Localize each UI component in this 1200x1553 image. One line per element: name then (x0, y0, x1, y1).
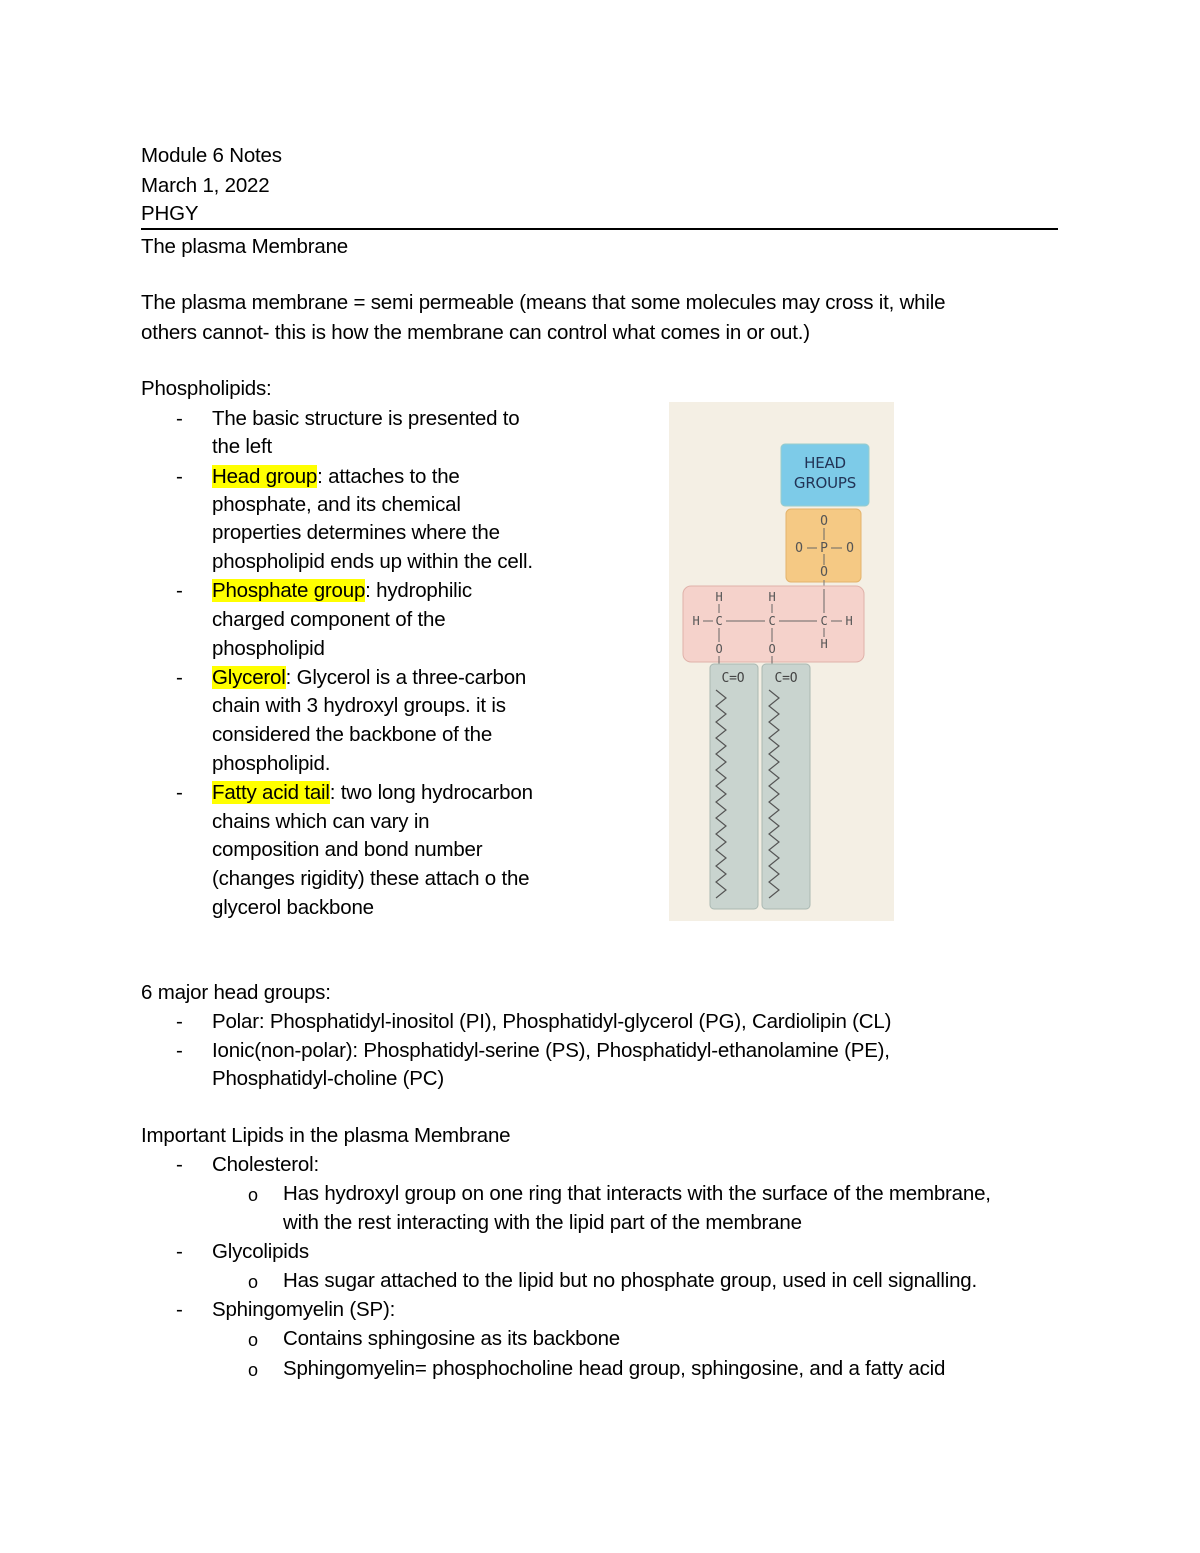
carbonyl-2: C=O (774, 671, 798, 686)
bullet-text: : hydrophilic (365, 579, 472, 602)
head-groups-ionic-2: Phosphatidyl-choline (PC) (212, 1067, 445, 1090)
cholesterol-sub-2: with the rest interacting with the lipid part of the membrane (283, 1211, 802, 1234)
highlight-term: Fatty acid tail (212, 781, 330, 804)
glycerol-h: H (768, 590, 776, 604)
bullet-text: : two long hydrocarbon (329, 781, 533, 804)
phosphate-o-top: O (820, 514, 828, 529)
doc-date: March 1, 2022 (141, 174, 270, 197)
bullet-structure-1: The basic structure is presented to (212, 407, 520, 430)
important-lipids-heading: Important Lipids in the plasma Membrane (141, 1124, 511, 1147)
glycerol-o: O (715, 642, 723, 656)
bullet-dash: - (176, 1039, 183, 1062)
bullet-dash: - (176, 1298, 183, 1321)
bullet-dash: - (176, 781, 183, 804)
sphingomyelin-sub-1: Contains sphingosine as its backbone (283, 1327, 620, 1350)
glycolipids-sub: Has sugar attached to the lipid but no phosphate group, used in cell signalling. (283, 1269, 978, 1292)
highlight-term: Head group (212, 465, 318, 488)
bullet-fatty-acid-5: glycerol backbone (212, 896, 374, 919)
bullet-glycerol-4: phospholipid. (212, 752, 331, 775)
highlight-term: Glycerol (212, 666, 286, 689)
head-groups-ionic-1: Ionic(non-polar): Phosphatidyl-serine (PS), Phosphatidyl-ethanolamine (PE), (212, 1039, 890, 1062)
bullet-text: : attaches to the (317, 465, 460, 488)
bullet-glycerol-1 (212, 668, 526, 689)
sub-bullet-circle: o (248, 1185, 258, 1205)
head-label-1: HEAD (804, 454, 846, 472)
bullet-head-group-3: properties determines where the (212, 521, 500, 544)
bullet-fatty-acid-1 (212, 783, 533, 804)
phosphate-o-left: O (795, 541, 803, 556)
phosphate-p: P (820, 541, 828, 556)
glycerol-c: C (768, 614, 776, 628)
bullet-head-group-2: phosphate, and its chemical (212, 493, 461, 516)
phosphate-o-bottom: O (820, 565, 828, 580)
bullet-phosphate-3: phospholipid (212, 637, 325, 660)
bullet-head-group-1 (212, 467, 460, 488)
bullet-dash: - (176, 1010, 183, 1033)
glycolipids-item: Glycolipids (212, 1240, 309, 1263)
head-label-2: GROUPS (793, 474, 857, 492)
phospholipids-heading: Phospholipids: (141, 377, 272, 400)
glycerol-c: C (715, 614, 723, 628)
phospholipid-diagram (669, 402, 894, 921)
bullet-structure-2: the left (212, 435, 272, 458)
glycerol-h: H (692, 614, 700, 628)
bullet-glycerol-2: chain with 3 hydroxyl groups. it is (212, 694, 506, 717)
bullet-dash: - (176, 666, 183, 689)
intro-line-1: The plasma membrane = semi permeable (means that some molecules may cross it, while (141, 291, 946, 314)
intro-line-2: others cannot- this is how the membrane can control what comes in or out.) (141, 321, 810, 344)
glycerol-h: H (820, 637, 828, 651)
head-groups-polar: Polar: Phosphatidyl-inositol (PI), Phosphatidyl-glycerol (PG), Cardiolipin (CL) (212, 1010, 892, 1033)
doc-course: PHGY (141, 202, 199, 225)
bullet-phosphate-1 (212, 581, 472, 602)
highlight-term: Phosphate group (212, 579, 366, 602)
phosphate-o-right: O (846, 541, 854, 556)
sphingomyelin-sub-2: Sphingomyelin= phosphocholine head group, sphingosine, and a fatty acid (283, 1357, 946, 1380)
glycerol-h: H (715, 590, 723, 604)
header-rule (141, 228, 1058, 230)
bullet-head-group-4: phospholipid ends up within the cell. (212, 550, 533, 573)
bullet-dash: - (176, 579, 183, 602)
carbonyl-1: C=O (721, 671, 745, 686)
bullet-dash: - (176, 1240, 183, 1263)
sub-bullet-circle: o (248, 1272, 258, 1292)
bullet-dash: - (176, 1153, 183, 1176)
glycerol-o: O (768, 642, 776, 656)
bullet-phosphate-2: charged component of the (212, 608, 446, 631)
sub-bullet-circle: o (248, 1360, 258, 1380)
bullet-glycerol-3: considered the backbone of the (212, 723, 493, 746)
bullet-dash: - (176, 465, 183, 488)
doc-title: Module 6 Notes (141, 144, 282, 167)
sphingomyelin-item: Sphingomyelin (SP): (212, 1298, 396, 1321)
glycerol-h: H (845, 614, 853, 628)
bullet-fatty-acid-3: composition and bond number (212, 838, 483, 861)
sub-bullet-circle: o (248, 1330, 258, 1350)
cholesterol-sub-1: Has hydroxyl group on one ring that interacts with the surface of the membrane, (283, 1182, 991, 1205)
head-groups-heading: 6 major head groups: (141, 981, 331, 1004)
bullet-fatty-acid-2: chains which can vary in (212, 810, 430, 833)
section-title: The plasma Membrane (141, 235, 348, 258)
bullet-text: : Glycerol is a three-carbon (285, 666, 527, 689)
cholesterol-item: Cholesterol: (212, 1153, 319, 1176)
glycerol-c: C (820, 614, 828, 628)
bullet-dash: - (176, 407, 183, 430)
bullet-fatty-acid-4: (changes rigidity) these attach o the (212, 867, 530, 890)
